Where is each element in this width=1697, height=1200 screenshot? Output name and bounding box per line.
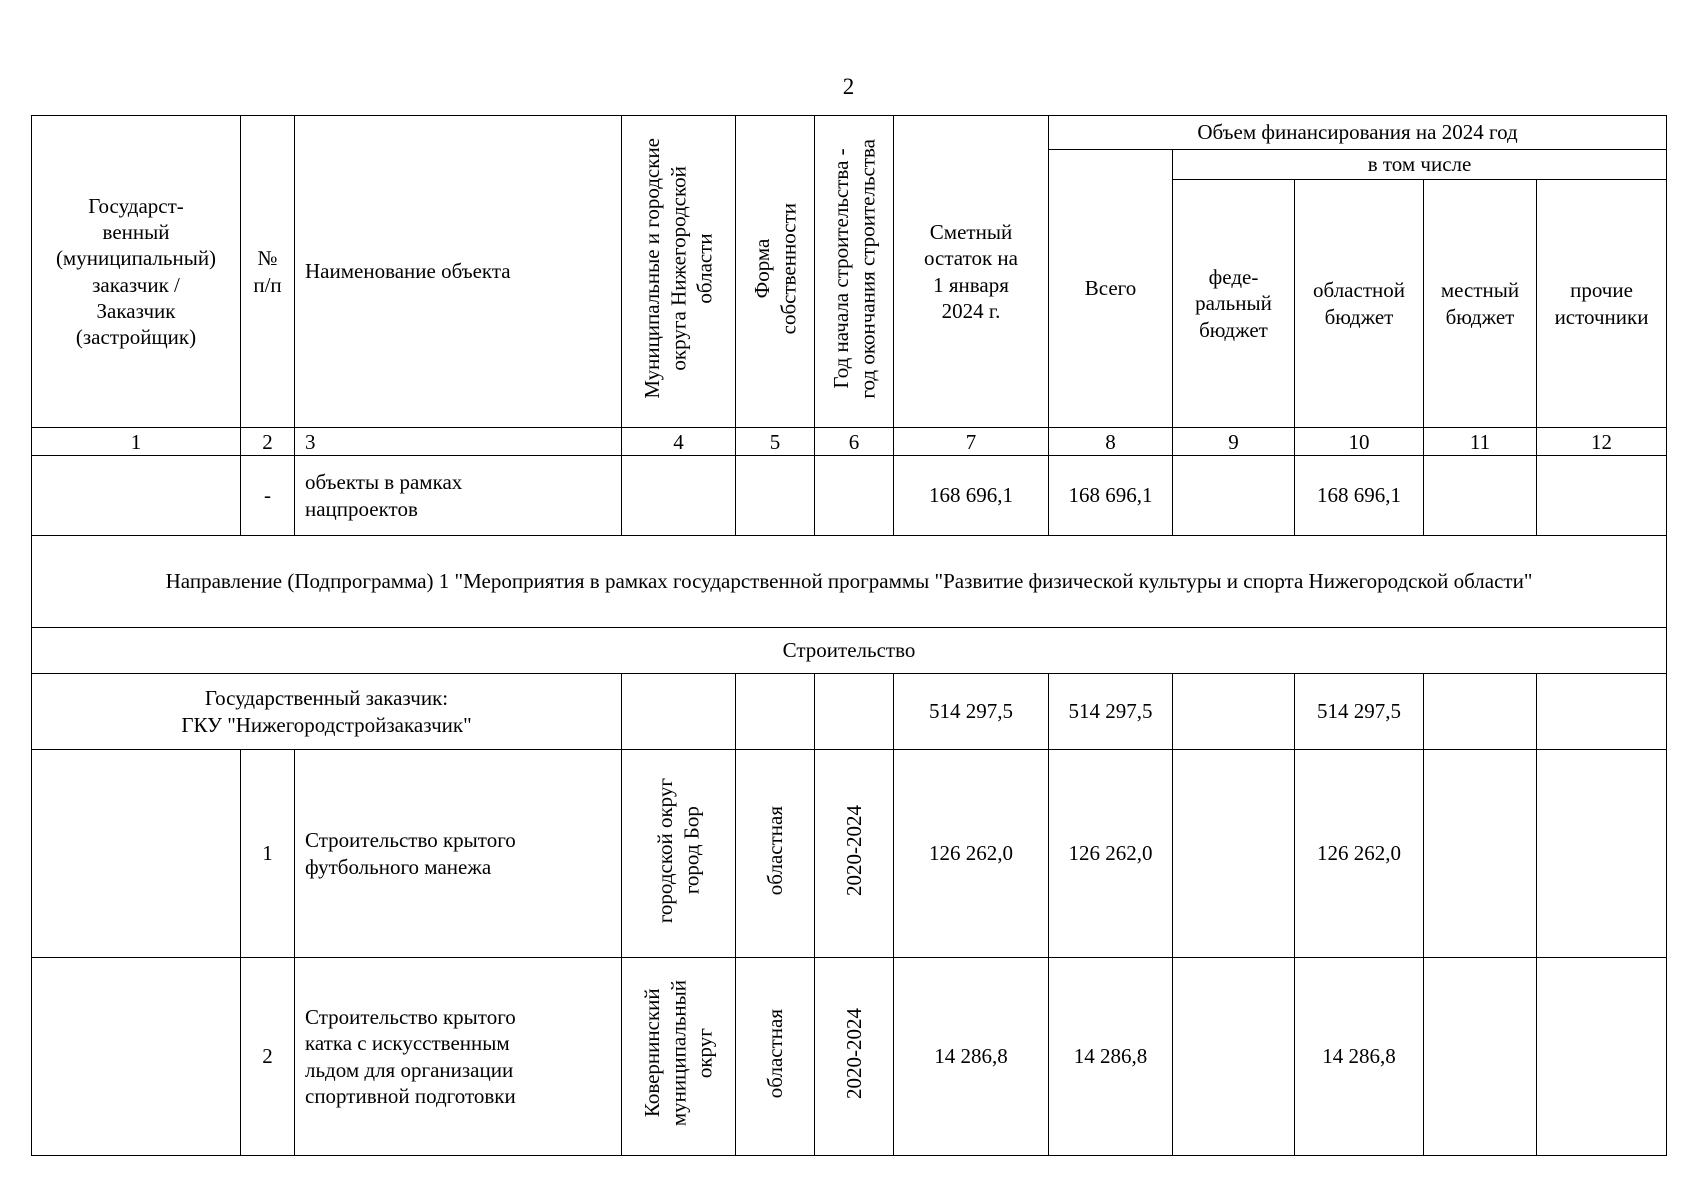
cell-state-customer: Государственный заказчик: ГКУ "Нижегородстройзаказчик" (32, 674, 622, 750)
cell-district (622, 750, 736, 958)
header-total: Всего (1049, 150, 1173, 428)
cell-estimate: 514 297,5 (894, 674, 1049, 750)
column-number: 4 (622, 428, 736, 456)
cell-total: 168 696,1 (1049, 456, 1173, 536)
cell-number: 2 (241, 958, 295, 1156)
cell-total: 126 262,0 (1049, 750, 1173, 958)
direction-row: Направление (Подпрограмма) 1 "Мероприятия в рамках государственной программы "Развитие физической культуры и спорта Нижегородской области" (32, 536, 1667, 628)
cell-ownership-text: областная (762, 805, 787, 895)
cell-total: 514 297,5 (1049, 674, 1173, 750)
cell-years (815, 958, 894, 1156)
cell-years (815, 750, 894, 958)
header-local: местный бюджет (1424, 180, 1537, 428)
column-number: 9 (1173, 428, 1295, 456)
table-row (32, 750, 1667, 958)
header-number: № п/п (241, 116, 295, 428)
header-ownership-text: Форма собственности (749, 202, 800, 335)
column-number: 3 (295, 428, 622, 456)
cell-other (1537, 750, 1667, 958)
column-number: 8 (1049, 428, 1173, 456)
column-number: 5 (736, 428, 815, 456)
header-ownership (736, 116, 815, 428)
cell-object-name: Строительство крытого катка с искусственным льдом для организации спортивной подготовки (295, 958, 622, 1156)
cell-years (815, 456, 894, 536)
cell-federal (1173, 958, 1295, 1156)
table-row (32, 456, 1667, 536)
cell-estimate: 14 286,8 (894, 958, 1049, 1156)
cell-federal (1173, 456, 1295, 536)
column-number: 7 (894, 428, 1049, 456)
cell-customer (32, 750, 241, 958)
cell-district (622, 958, 736, 1156)
header-customer: Государст- венный (муниципальный) заказчик / Заказчик (застройщик) (32, 116, 241, 428)
financing-table (31, 115, 1667, 1156)
cell-regional: 14 286,8 (1295, 958, 1424, 1156)
cell-estimate: 126 262,0 (894, 750, 1049, 958)
cell-ownership (736, 456, 815, 536)
column-number: 2 (241, 428, 295, 456)
cell-ownership (736, 958, 815, 1156)
header-object-name: Наименование объекта (295, 116, 622, 428)
column-number: 6 (815, 428, 894, 456)
column-number: 11 (1424, 428, 1537, 456)
page-number: 2 (842, 74, 855, 99)
cell-customer (32, 456, 241, 536)
header-including: в том числе (1173, 150, 1667, 180)
cell-number: - (241, 456, 295, 536)
cell-federal (1173, 750, 1295, 958)
header-other: прочие источники (1537, 180, 1667, 428)
cell-ownership-text: областная (762, 1008, 787, 1098)
header-years (815, 116, 894, 428)
cell-local (1424, 456, 1537, 536)
cell-district (622, 674, 736, 750)
header-years-text: Год начала строительства - год окончания строительства (828, 138, 879, 399)
cell-district-text: Ковернинский муниципальный округ (640, 980, 717, 1127)
cell-object-name: объекты в рамках нацпроектов (295, 456, 622, 536)
header-regional: областной бюджет (1295, 180, 1424, 428)
cell-ownership (736, 750, 815, 958)
header-federal: феде- ральный бюджет (1173, 180, 1295, 428)
cell-other (1537, 456, 1667, 536)
cell-number: 1 (241, 750, 295, 958)
cell-years-text: 2020-2024 (841, 1007, 866, 1099)
column-number: 10 (1295, 428, 1424, 456)
cell-local (1424, 750, 1537, 958)
cell-ownership (736, 674, 815, 750)
column-number: 1 (32, 428, 241, 456)
cell-estimate: 168 696,1 (894, 456, 1049, 536)
cell-other (1537, 674, 1667, 750)
cell-local (1424, 958, 1537, 1156)
table-row (32, 674, 1667, 750)
cell-customer (32, 958, 241, 1156)
table-row (32, 958, 1667, 1156)
cell-total: 14 286,8 (1049, 958, 1173, 1156)
cell-regional: 514 297,5 (1295, 674, 1424, 750)
cell-local (1424, 674, 1537, 750)
cell-other (1537, 958, 1667, 1156)
cell-regional: 168 696,1 (1295, 456, 1424, 536)
header-funding: Объем финансирования на 2024 год (1049, 116, 1667, 150)
cell-district (622, 456, 736, 536)
cell-years-text: 2020-2024 (841, 804, 866, 896)
cell-object-name: Строительство крытого футбольного манежа (295, 750, 622, 958)
cell-regional: 126 262,0 (1295, 750, 1424, 958)
cell-federal (1173, 674, 1295, 750)
construction-row: Строительство (32, 628, 1667, 674)
header-districts-text: Муниципальные и городские округа Нижегородской области (640, 138, 717, 399)
header-districts (622, 116, 736, 428)
header-estimate: Сметный остаток на 1 января 2024 г. (894, 116, 1049, 428)
cell-district-text: городской округ город Бор (653, 777, 704, 923)
cell-years (815, 674, 894, 750)
column-number: 12 (1537, 428, 1667, 456)
